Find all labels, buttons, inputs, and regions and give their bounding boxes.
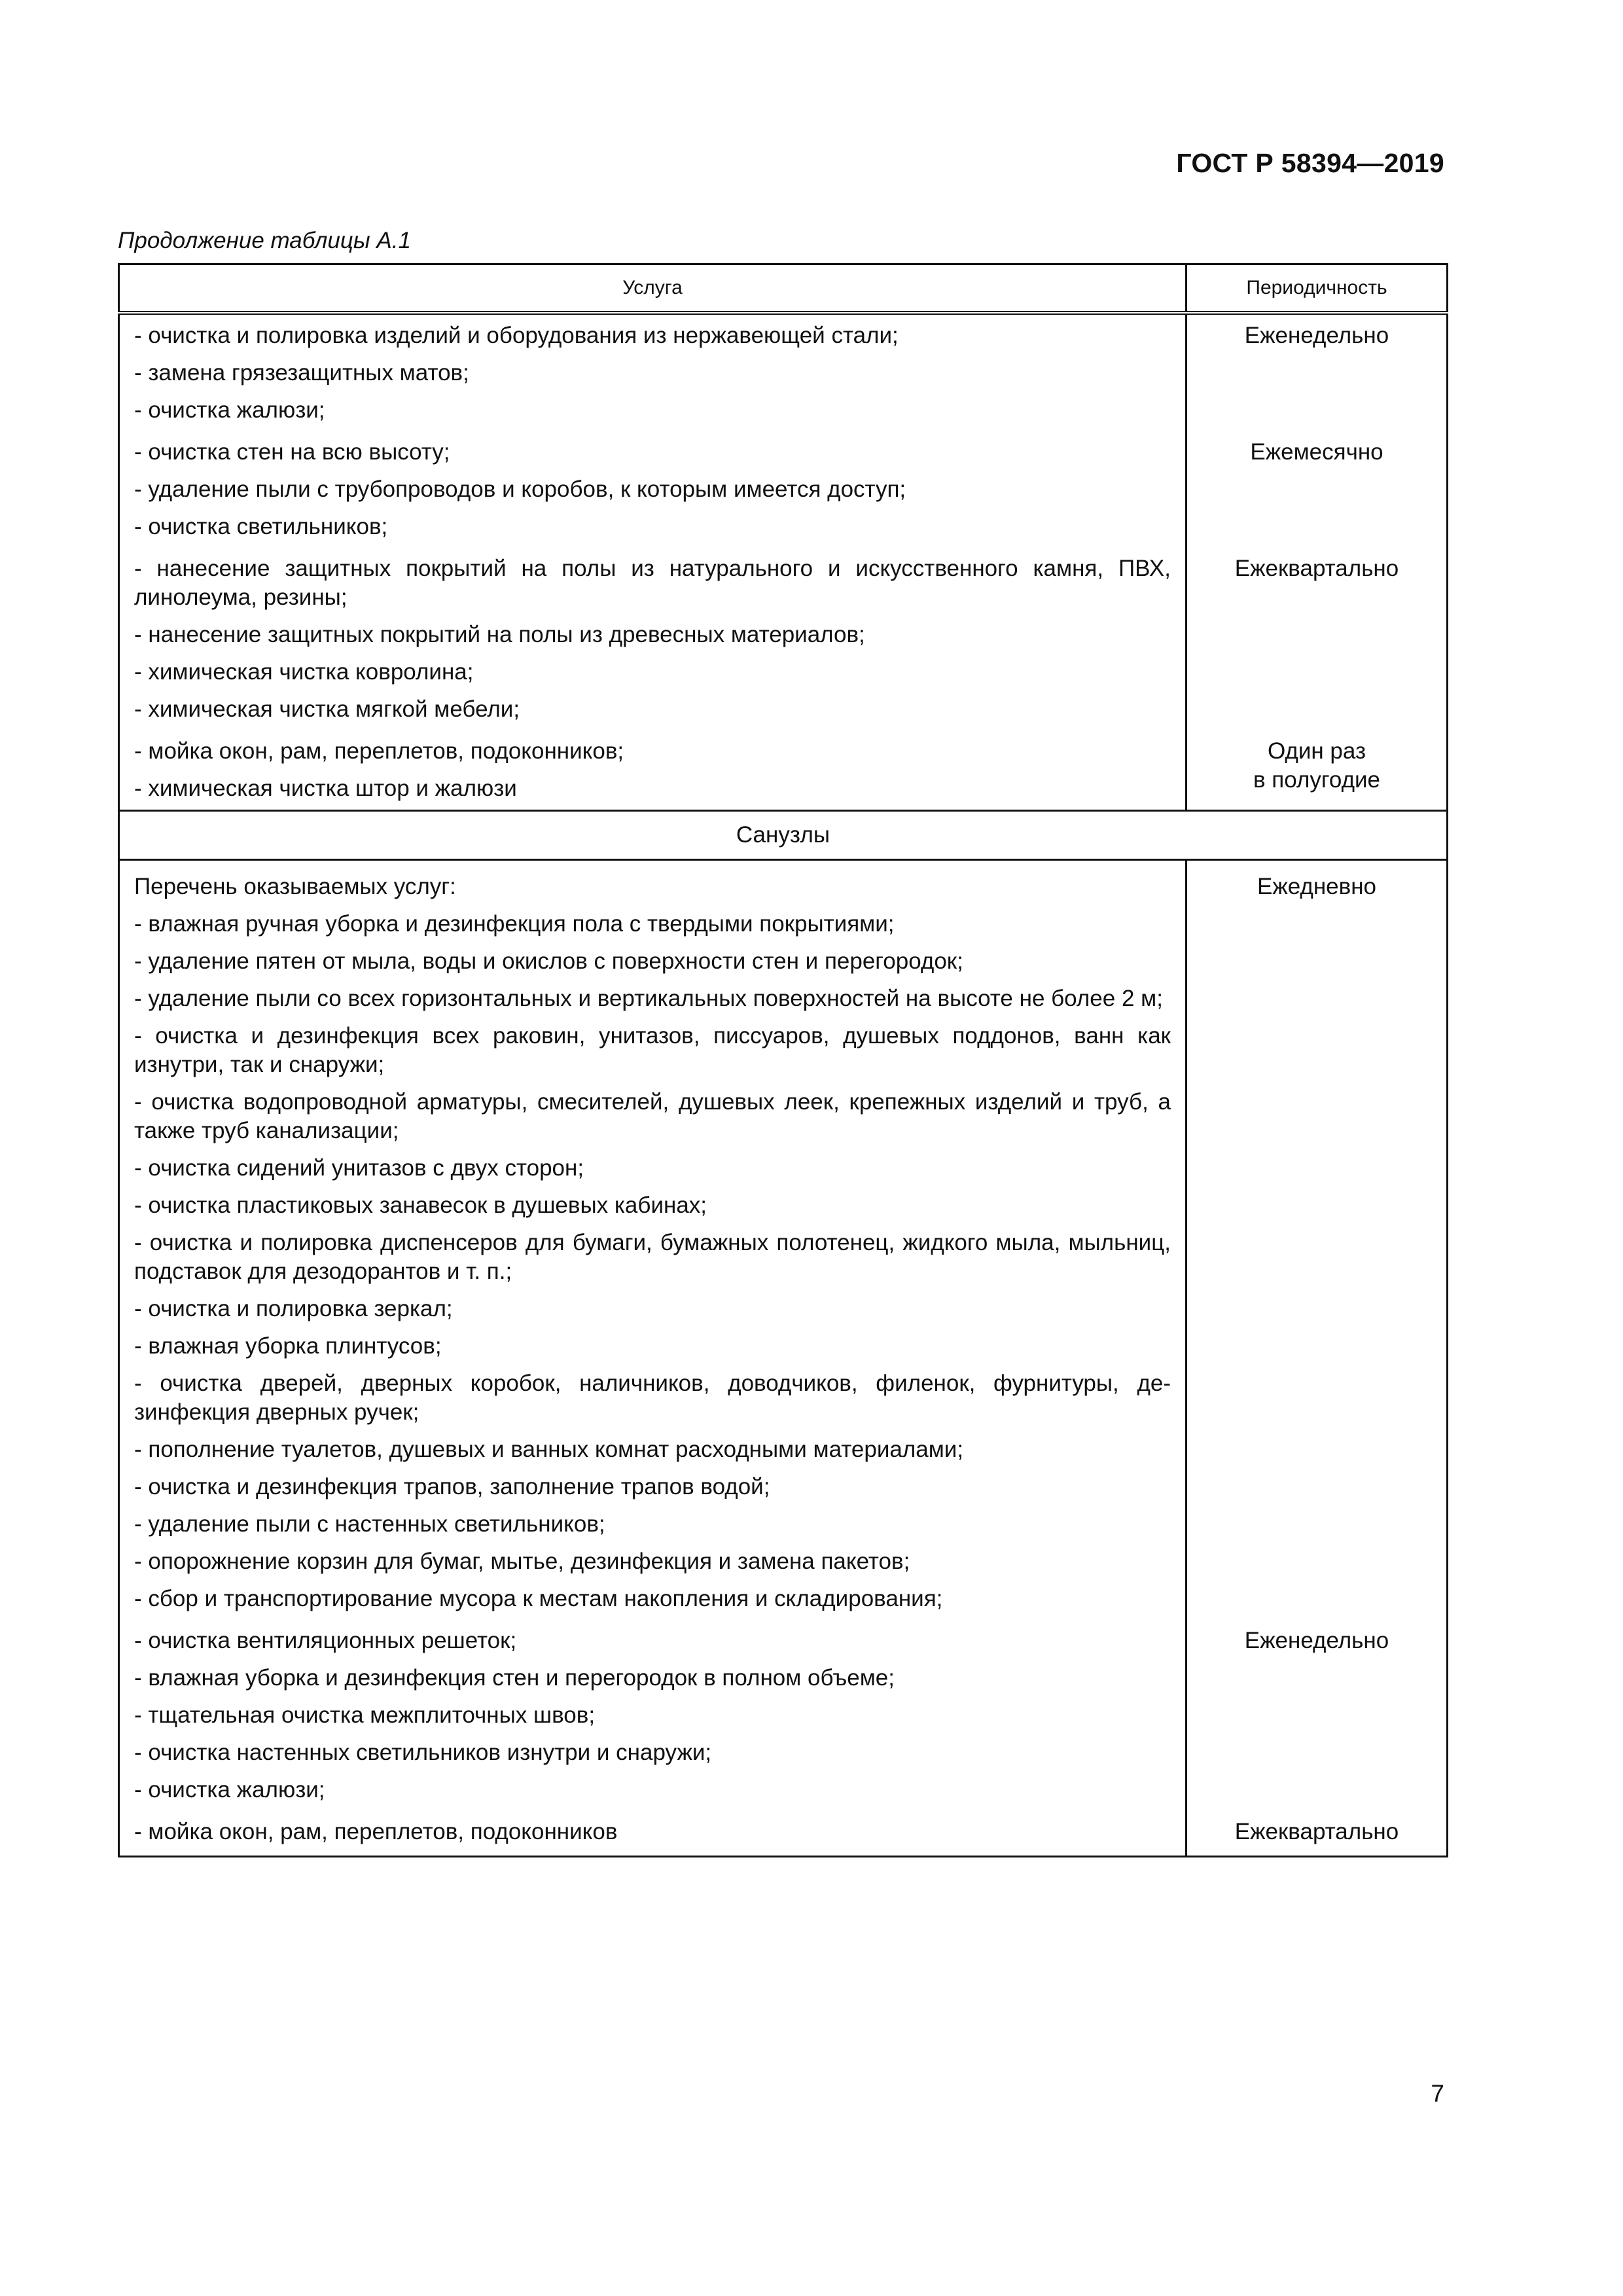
- table-row: [119, 1811, 1448, 1857]
- list-item: - влажная уборка плинтусов;: [134, 1333, 442, 1359]
- list-item: - влажная уборка и дезинфекция стен и перегородок в полном объеме;: [134, 1665, 895, 1691]
- page-number: 7: [1431, 2080, 1444, 2107]
- list-item: Перечень оказываемых услуг:: [134, 874, 456, 899]
- list-item: - опорожнение корзин для бумаг, мытье, дезинфекция и замена пакетов;: [134, 1549, 910, 1574]
- table-row: [119, 431, 1448, 548]
- list-item: - нанесение защитных покрытий на полы из натурального и искусственного камня, ПВХ, линолеума, резины;: [134, 556, 1171, 610]
- table-continuation-caption: Продолжение таблицы А.1: [118, 228, 411, 253]
- period-cell: Ежеквартально: [1186, 1811, 1448, 1857]
- period-cell: Ежеквартально: [1186, 548, 1448, 730]
- section-title: Санузлы: [119, 811, 1448, 860]
- period-cell: Ежемесячно: [1186, 431, 1448, 548]
- list-item: - химическая чистка ковролина;: [134, 659, 474, 685]
- service-cell: [119, 1811, 1186, 1857]
- table-row: [119, 313, 1448, 431]
- period-cell: Еженедельно: [1186, 1620, 1448, 1811]
- period-line: в полугодие: [1253, 767, 1381, 793]
- service-cell: [119, 860, 1186, 1621]
- list-item: - тщательная очистка межплиточных швов;: [134, 1702, 596, 1728]
- table-row: [119, 730, 1448, 811]
- list-item: - очистка жалюзи;: [134, 397, 325, 423]
- list-item: - очистка вентиляционных решеток;: [134, 1628, 517, 1653]
- table-row: [119, 860, 1448, 1621]
- table-row: [119, 548, 1448, 730]
- period-line: Один раз: [1267, 738, 1366, 764]
- list-item: - очистка настенных светильников изнутри и снаружи;: [134, 1740, 712, 1765]
- service-cell: [119, 431, 1186, 548]
- list-item: - удаление пыли со всех горизонтальных и вертикальных поверхностей на высоте не более 2 м;: [134, 986, 1163, 1011]
- list-item: - нанесение защитных покрытий на полы из древесных материалов;: [134, 622, 865, 647]
- list-item: - очистка стен на всю высоту;: [134, 439, 450, 465]
- list-item: - мойка окон, рам, переплетов, подоконников: [134, 1819, 618, 1844]
- list-item: - очистка и дезинфекция трапов, заполнение трапов водой;: [134, 1474, 770, 1499]
- period-cell: [1186, 730, 1448, 811]
- list-item: - очистка светильников;: [134, 514, 388, 539]
- list-item: - очистка и дезинфекция всех раковин, унитазов, писсуаров, душевых поддонов, ванн как изнутри, так и снаружи;: [134, 1023, 1171, 1077]
- document-code: ГОСТ Р 58394—2019: [1176, 148, 1444, 178]
- table-header-row: [119, 264, 1448, 314]
- column-header-service: Услуга: [119, 264, 1186, 314]
- list-item: - очистка и полировка изделий и оборудования из нержавеющей стали;: [134, 323, 899, 348]
- service-cell: [119, 548, 1186, 730]
- list-item: - очистка сидений унитазов с двух сторон;: [134, 1155, 584, 1181]
- column-header-period: Периодичность: [1186, 264, 1448, 314]
- table-row: [119, 1620, 1448, 1811]
- list-item: - удаление пыли с настенных светильников;: [134, 1511, 605, 1537]
- list-item: - очистка дверей, дверных коробок, наличников, доводчиков, филенок, фурнитуры, дезинфекция дверных ручек;: [134, 1371, 1171, 1425]
- list-item: - пополнение туалетов, душевых и ванных комнат расходными материалами;: [134, 1437, 964, 1462]
- list-item: - очистка жалюзи;: [134, 1777, 325, 1803]
- list-item: - удаление пятен от мыла, воды и окислов с поверхности стен и перегородок;: [134, 948, 963, 974]
- list-item: - очистка и полировка зеркал;: [134, 1296, 453, 1321]
- list-item: - химическая чистка штор и жалюзи: [134, 776, 517, 801]
- list-item: - химическая чистка мягкой мебели;: [134, 696, 520, 722]
- list-item: - удаление пыли с трубопроводов и коробов, к которым имеется доступ;: [134, 476, 906, 502]
- section-row: [119, 811, 1448, 860]
- services-table: [118, 263, 1448, 1857]
- list-item: - очистка водопроводной арматуры, смесителей, душевых леек, крепежных изделий и труб, а также труб канализации;: [134, 1089, 1171, 1143]
- service-cell: [119, 313, 1186, 431]
- list-item: - очистка и полировка диспенсеров для бумаги, бумажных полотенец, жидкого мыла, мыльниц, подставок для дезодорантов и т. п.;: [134, 1230, 1171, 1284]
- list-item: - очистка пластиковых занавесок в душевых кабинах;: [134, 1193, 707, 1218]
- list-item: - влажная ручная уборка и дезинфекция пола с твердыми покрытиями;: [134, 911, 895, 937]
- list-item: - замена грязезащитных матов;: [134, 360, 469, 386]
- period-cell: Еженедельно: [1186, 313, 1448, 431]
- service-cell: [119, 730, 1186, 811]
- period-cell: Ежедневно: [1186, 860, 1448, 1621]
- service-cell: [119, 1620, 1186, 1811]
- list-item: - мойка окон, рам, переплетов, подоконников;: [134, 738, 624, 764]
- list-item: - сбор и транспортирование мусора к местам накопления и складирования;: [134, 1586, 943, 1611]
